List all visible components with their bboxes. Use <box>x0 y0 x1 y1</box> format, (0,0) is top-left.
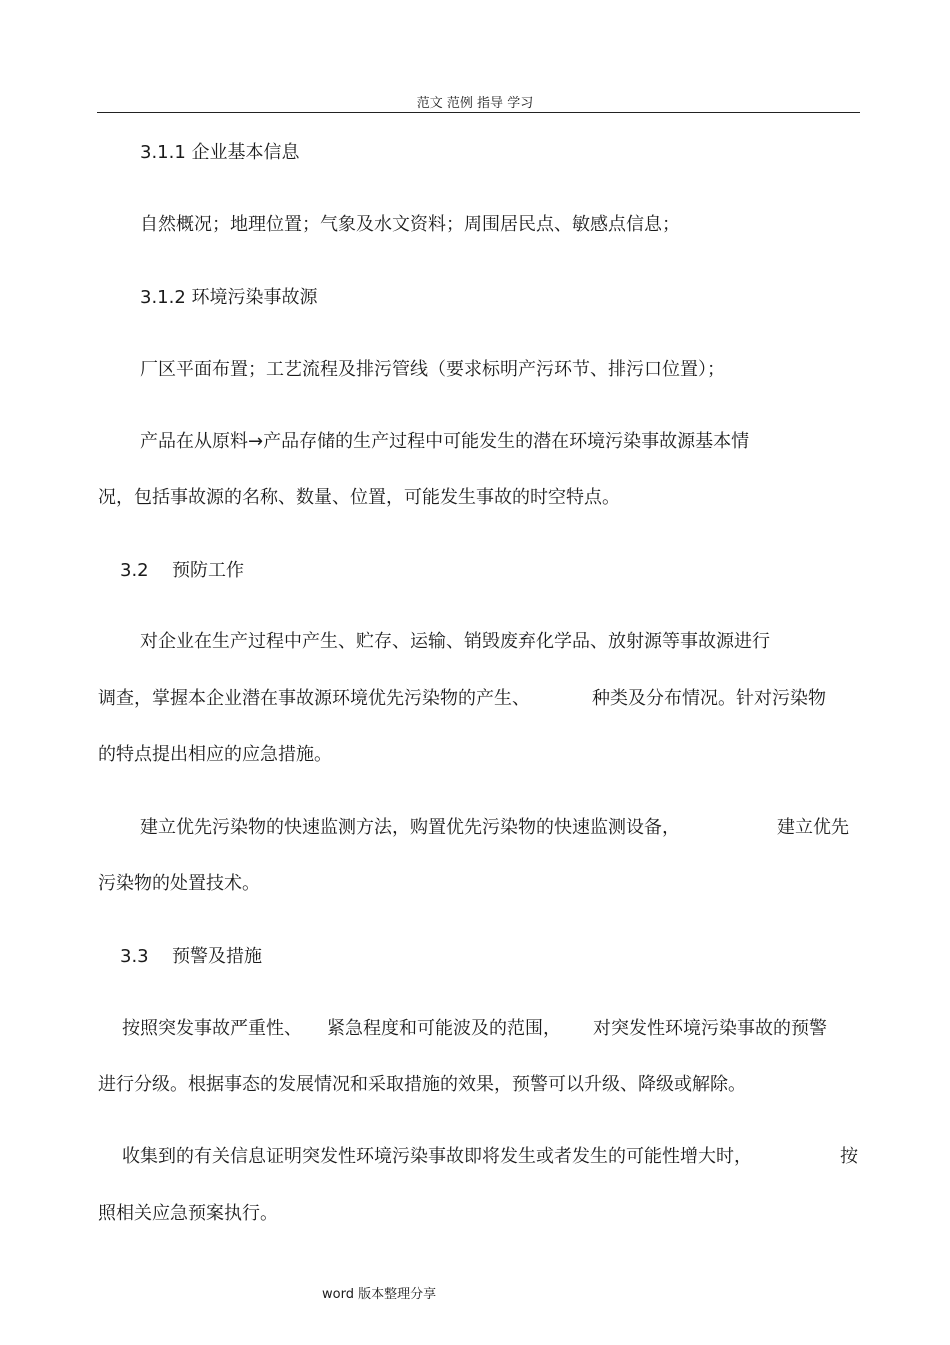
section-3-1-2-text: 厂区平面布置；工艺流程及排污管线（要求标明产污环节、排污口位置）； <box>140 359 725 380</box>
page-footer: word 版本整理分享 <box>322 1287 437 1302</box>
section-3-2-para1-line1: 对企业在生产过程中产生、贮存、运输、销毁废弃化学品、放射源等事故源进行 <box>140 631 770 652</box>
section-3-2-title: 预防工作 <box>172 560 244 581</box>
section-3-2-para2-line1a: 建立优先污染物的快速监测方法，购置优先污染物的快速监测设备， <box>140 817 680 838</box>
section-3-2-para1-line2a: 调查，掌握本企业潜在事故源环境优先污染物的产生、 <box>98 688 530 709</box>
section-3-2-para1-line3: 的特点提出相应的应急措施。 <box>98 744 332 765</box>
header-rule <box>97 112 860 113</box>
section-3-1-1-heading: 3.1.1 企业基本信息 <box>140 142 300 163</box>
section-3-3-para1-line2: 进行分级。根据事态的发展情况和采取措施的效果，预警可以升级、降级或解除。 <box>98 1074 746 1095</box>
section-3-2-para2-line1b: 建立优先 <box>777 817 849 838</box>
section-3-3-para2-line1a: 收集到的有关信息证明突发性环境污染事故即将发生或者发生的可能性增大时， <box>122 1146 752 1167</box>
section-3-3-para1-line1a: 按照突发事故严重性、 <box>122 1018 302 1039</box>
section-3-2-para1-line2b: 种类及分布情况。针对污染物 <box>592 688 826 709</box>
section-3-2-number: 3.2 <box>120 560 149 581</box>
section-3-1-2-para2-line1: 产品在从原料→产品存储的生产过程中可能发生的潜在环境污染事故源基本情 <box>140 431 750 452</box>
section-3-3-para2-line1b: 按 <box>840 1146 858 1167</box>
section-3-1-2-heading: 3.1.2 环境污染事故源 <box>140 287 318 308</box>
section-3-3-para1-line1c: 对突发性环境污染事故的预警 <box>593 1018 827 1039</box>
page-header: 范文 范例 指导 学习 <box>416 96 534 111</box>
section-3-3-para2-line2: 照相关应急预案执行。 <box>98 1203 278 1224</box>
section-3-2-para2-line2: 污染物的处置技术。 <box>98 873 260 894</box>
section-3-3-number: 3.3 <box>120 946 149 967</box>
section-3-1-1-text: 自然概况；地理位置；气象及水文资料；周围居民点、敏感点信息； <box>140 214 680 235</box>
section-3-3-title: 预警及措施 <box>172 946 262 967</box>
section-3-3-para1-line1b: 紧急程度和可能波及的范围， <box>327 1018 561 1039</box>
section-3-1-2-para2-line2: 况，包括事故源的名称、数量、位置，可能发生事故的时空特点。 <box>98 487 620 508</box>
